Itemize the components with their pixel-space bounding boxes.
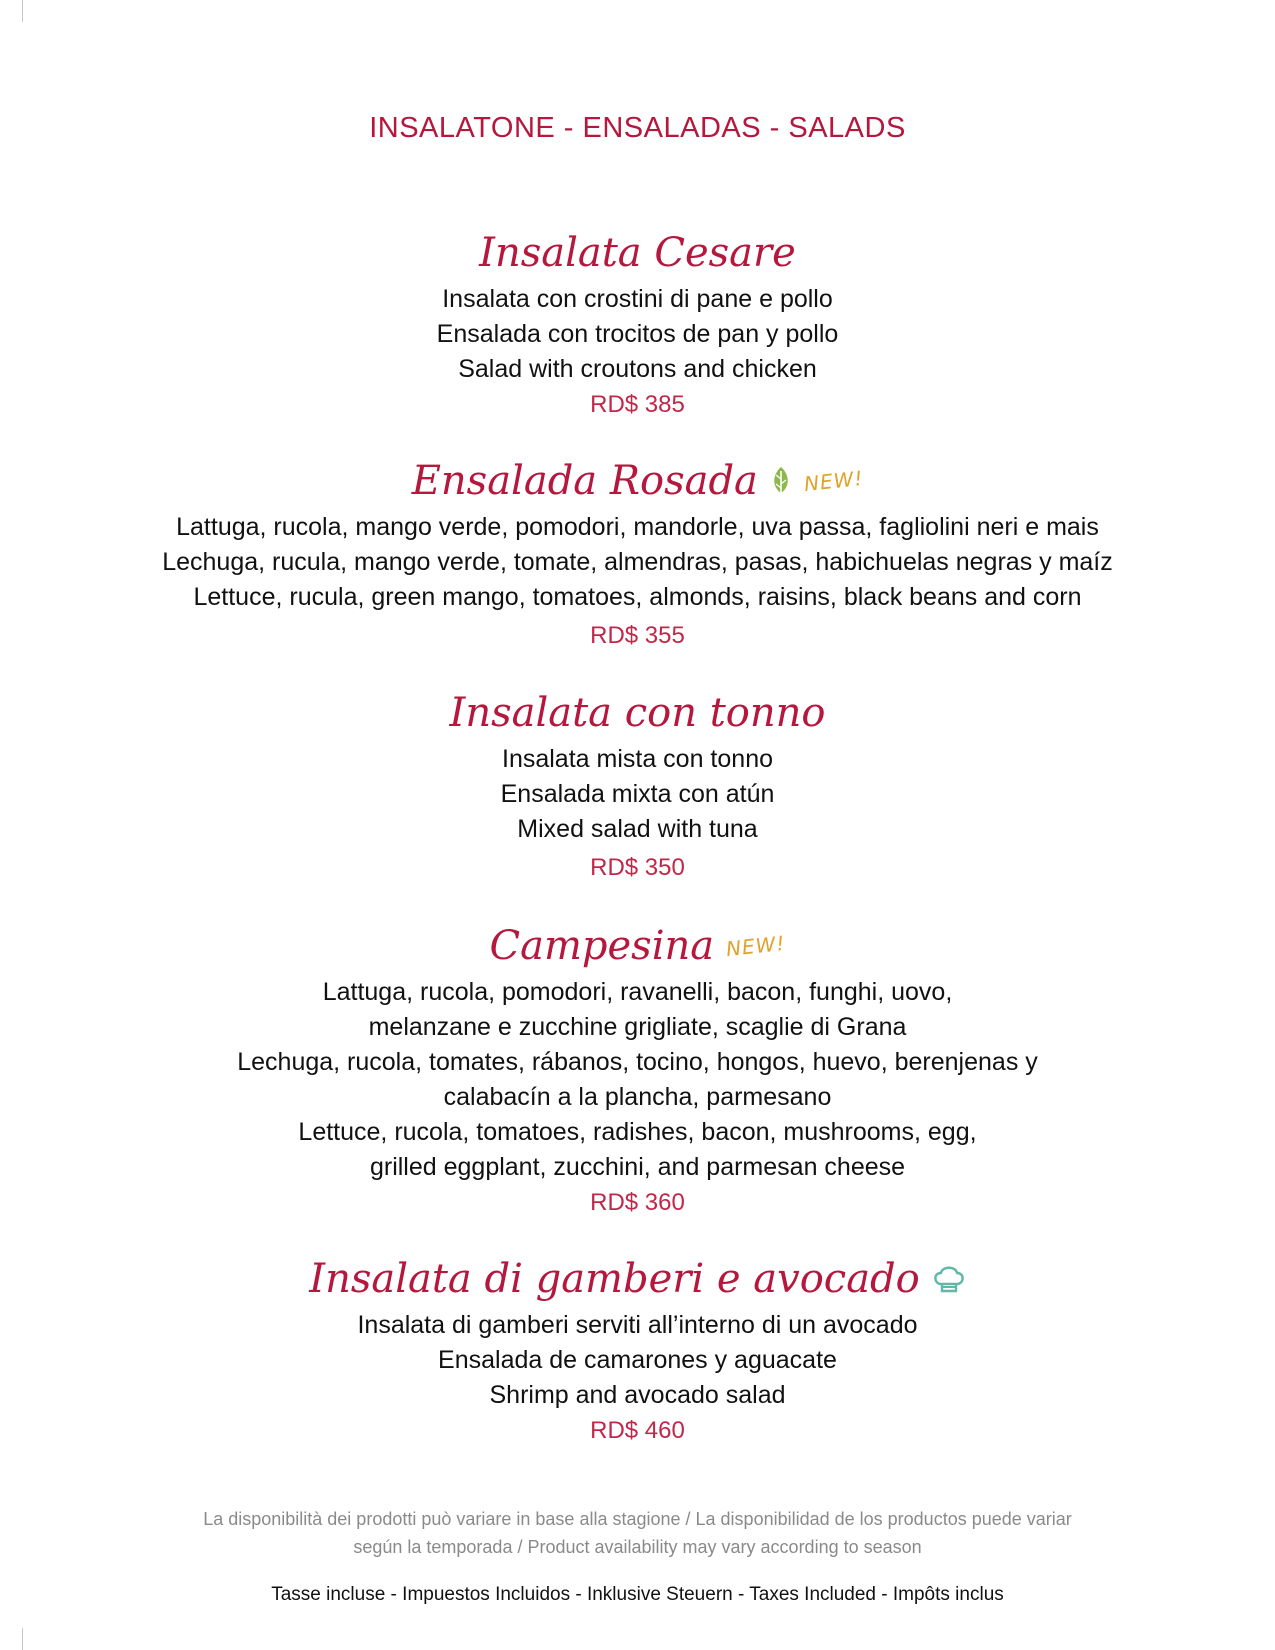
dish-description-line: Lechuga, rucula, mango verde, tomate, almendras, pasas, habichuelas negras y maíz [162,548,1113,576]
page-title: INSALATONE - ENSALADAS - SALADS [369,112,906,144]
dish-ensalada-rosada [0,452,1275,653]
crop-mark-top [22,0,23,22]
new-badge: NEW! [725,930,787,962]
dish-description-line: Lechuga, rucola, tomates, rábanos, tocino, hongos, huevo, berenjenas y [237,1048,1038,1076]
leaf-icon [770,465,792,497]
dish-description-line: Lettuce, rucula, green mango, tomatoes, almonds, raisins, black beans and corn [193,583,1082,611]
dish-description-line: Mixed salad with tuna [517,815,758,843]
dish-name: Campesina [489,923,715,969]
availability-note-line: La disponibilità dei prodotti può variare in base alla stagione / La disponibilidad de los productos puede variar [203,1509,1072,1529]
dish-description-line: Ensalada de camarones y aguacate [438,1346,837,1374]
dish-description-line: Lettuce, rucola, tomatoes, radishes, bacon, mushrooms, egg, [298,1118,977,1146]
dish-description-line: Ensalada mixta con atún [500,780,775,808]
crop-mark-bottom [22,1628,23,1650]
dish-description-line: Ensalada con trocitos de pan y pollo [436,320,839,348]
dish-price: RD$ 385 [590,391,685,418]
dish-name: Insalata di gamberi e avocado [309,1256,920,1302]
dish-description-line: Lattuga, rucola, pomodori, ravanelli, bacon, funghi, uovo, [322,978,953,1006]
dish-description-line: grilled eggplant, zucchini, and parmesan cheese [369,1153,906,1181]
dish-price: RD$ 360 [590,1189,685,1216]
dish-name: Ensalada Rosada [411,458,758,504]
dish-description-line: calabacín a la plancha, parmesano [443,1083,832,1111]
dish-description-line: Insalata con crostini di pane e pollo [442,285,833,313]
dish-name: Insalata con tonno [449,690,826,736]
chef-hat-icon [932,1264,966,1294]
availability-note [0,1505,1275,1561]
dish-insalata-con-tonno [0,684,1275,885]
taxes-note: Tasse incluse - Impuestos Incluidos - Inklusive Steuern - Taxes Included - Impôts inclus [271,1584,1004,1605]
dish-insalata-cesare [0,224,1275,422]
dish-campesina [0,917,1275,1220]
dish-description-line: Insalata mista con tonno [502,745,773,773]
dish-description-line: Lattuga, rucola, mango verde, pomodori, mandorle, uva passa, fagliolini neri e mais [176,513,1099,541]
dish-name: Insalata Cesare [479,230,796,276]
dish-price: RD$ 460 [590,1417,685,1444]
dish-price: RD$ 355 [590,622,685,649]
dish-description-line: Shrimp and avocado salad [489,1381,786,1409]
new-badge: NEW! [802,465,865,497]
dish-description-line: Insalata di gamberi serviti all’interno di un avocado [357,1311,918,1339]
dish-description-line: Salad with croutons and chicken [458,355,817,383]
dish-insalata-gamberi-avocado [0,1250,1275,1448]
availability-note-line: según la temporada / Product availability may vary according to season [353,1537,922,1557]
dish-description-line: melanzane e zucchine grigliate, scaglie di Grana [368,1013,907,1041]
dish-price: RD$ 350 [590,854,685,881]
